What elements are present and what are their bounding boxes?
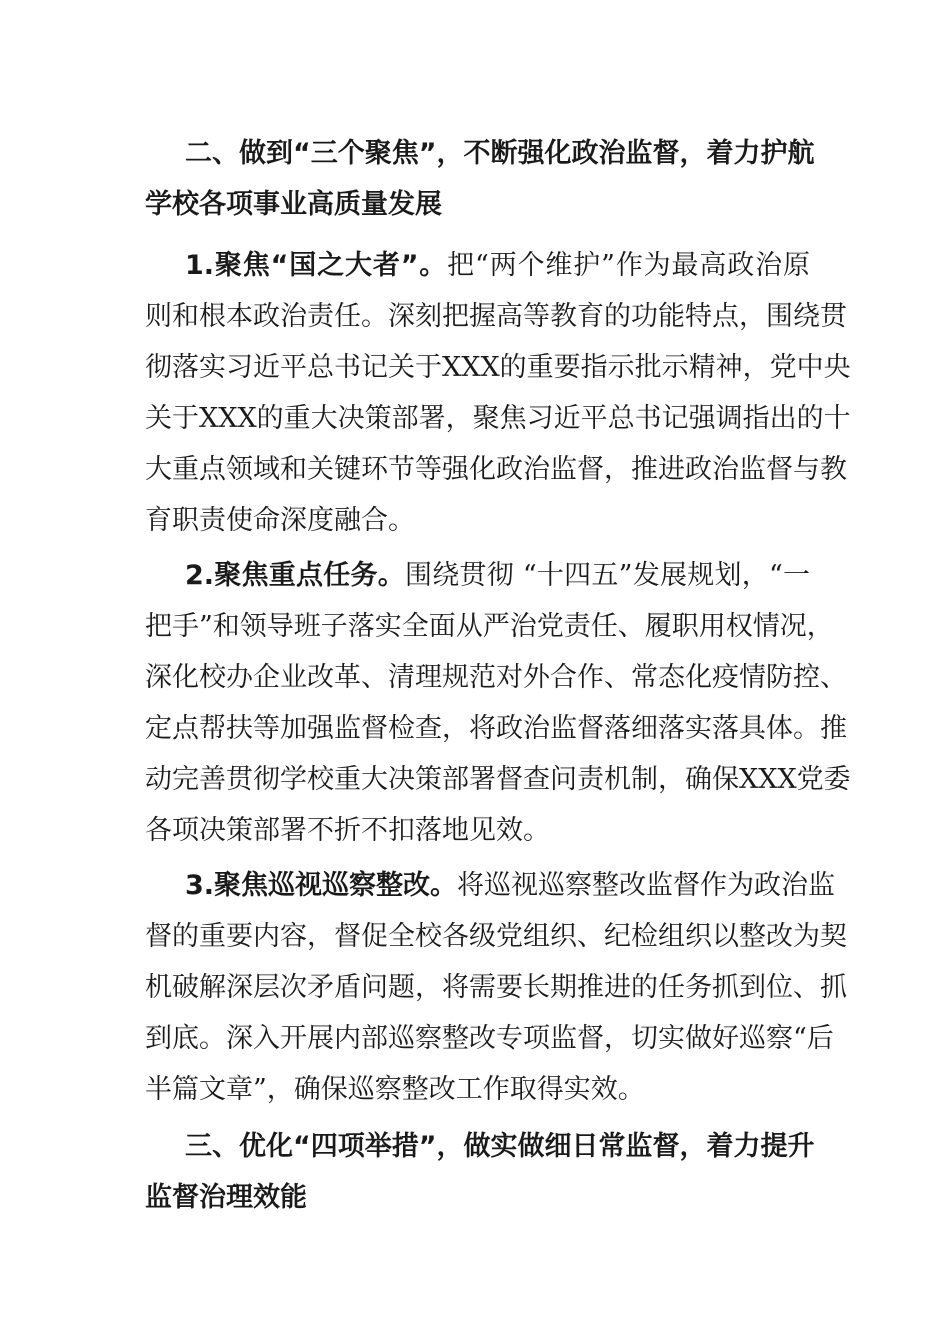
paragraph-text: 把“两个维护”作为最高政治原 bbox=[447, 250, 810, 281]
paragraph-line: 到底。深入开展内部巡察整改专项监督，切实做好巡察“后 bbox=[145, 1023, 834, 1054]
paragraph-line: 彻落实习近平总书记关于XXX的重要指示批示精神，党中央 bbox=[145, 352, 851, 383]
paragraph-line: 各项决策部署不折不扣落地见效。 bbox=[145, 815, 550, 846]
paragraph-first-line bbox=[145, 860, 836, 911]
paragraph-first-line bbox=[145, 240, 810, 291]
paragraph-3 bbox=[145, 860, 847, 1115]
section-heading-2 bbox=[145, 128, 815, 230]
paragraph-lead: 2.聚焦重点任务。 bbox=[185, 560, 406, 591]
paragraph-text: 围绕贯彻 “十四五”发展规划，“一 bbox=[405, 560, 810, 591]
paragraph-line: 关于XXX的重大决策部署，聚焦习近平总书记强调指出的十 bbox=[145, 403, 851, 434]
heading-line: 监督治理效能 bbox=[145, 1182, 307, 1213]
heading-line: 二、做到“三个聚焦”，不断强化政治监督，着力护航 bbox=[185, 138, 815, 169]
paragraph-line: 定点帮扶等加强监督检查，将政治监督落细落实落具体。推 bbox=[145, 713, 847, 744]
paragraph-first-line bbox=[145, 550, 810, 601]
paragraph-line: 育职责使命深度融合。 bbox=[145, 505, 415, 536]
paragraph-line: 深化校办企业改革、清理规范对外合作、常态化疫情防控、 bbox=[145, 662, 847, 693]
paragraph-1 bbox=[145, 240, 851, 546]
heading-line: 学校各项事业高质量发展 bbox=[145, 189, 442, 220]
paragraph-line: 动完善贯彻学校重大决策部署督查问责机制，确保XXX党委 bbox=[145, 764, 851, 795]
paragraph-lead: 3.聚焦巡视巡察整改。 bbox=[185, 870, 458, 901]
heading-line: 三、优化“四项举措”，做实做细日常监督，着力提升 bbox=[185, 1131, 815, 1162]
paragraph-text: 将巡视巡察整改监督作为政治监 bbox=[457, 870, 836, 901]
paragraph-lead: 1.聚焦“国之大者”。 bbox=[185, 250, 448, 281]
paragraph-2 bbox=[145, 550, 851, 856]
paragraph-line: 半篇文章”，确保巡察整改工作取得实效。 bbox=[145, 1074, 645, 1105]
paragraph-line: 机破解深层次矛盾问题，将需要长期推进的任务抓到位、抓 bbox=[145, 972, 847, 1003]
paragraph-line: 大重点领域和关键环节等强化政治监督，推进政治监督与教 bbox=[145, 454, 847, 485]
section-heading-3 bbox=[145, 1121, 815, 1223]
paragraph-line: 督的重要内容，督促全校各级党组织、纪检组织以整改为契 bbox=[145, 921, 847, 952]
paragraph-line: 把手”和领导班子落实全面从严治党责任、履职用权情况， bbox=[145, 611, 834, 642]
paragraph-line: 则和根本政治责任。深刻把握高等教育的功能特点，围绕贯 bbox=[145, 301, 847, 332]
